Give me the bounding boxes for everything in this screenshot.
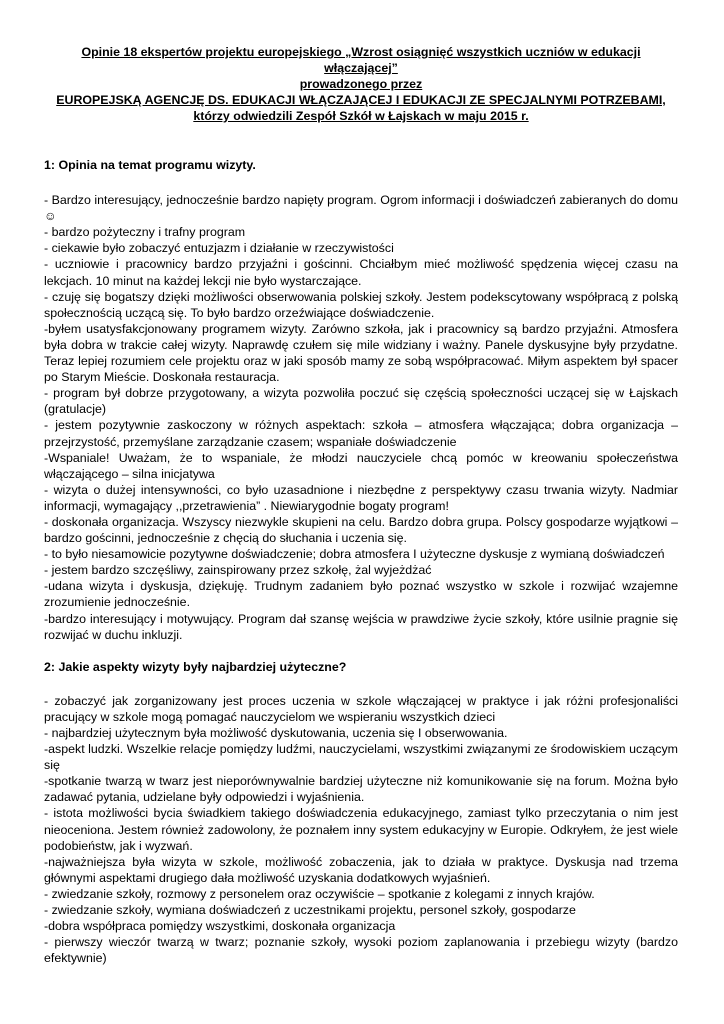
section-1-item: - wizyta o dużej intensywności, co było uzasadnione i niezbędne z perspektywy czasu trwania wizyty. Nadmiar informacji, wymagający ,,przetrawienia” . Niewiarygodnie bogaty program! (44, 482, 678, 513)
section-2-item: - istota możliwości bycia świadkiem takiego doświadczenia edukacyjnego, zamiast tylko przeczytania o nim jest nieoceniona. Jestem również zadowolony, że poznałem inny system edukacyjny w Europie. Odkryłem, że jest wiele podobieństw, jak i wyzwań. (44, 806, 678, 853)
section-1-item: - czuję się bogatszy dzięki możliwości obserwowania polskiej szkoły. Jestem podekscytowany współpracą z polską społecznością uczącą się. To było bardzo orzeźwiające doświadczenie. (44, 289, 678, 320)
section-1-item: - Bardzo interesujący, jednocześnie bardzo napięty program. Ogrom informacji i doświadczeń zabieranych do domu ☺ (44, 193, 678, 224)
section-1-item: - uczniowie i pracownicy bardzo przyjaźni i gościnni. Chciałbym mieć możliwość spędzenia więcej czasu na lekcjach. 10 minut na każdej lekcji nie było wystarczające. (44, 257, 678, 288)
section-2-item: - zwiedzanie szkoły, rozmowy z personelem oraz oczywiście – spotkanie z kolegami z innych krajów. (44, 886, 595, 901)
header-line-4: którzy odwiedzili Zespół Szkół w Łajskach w maju 2015 r. (193, 109, 529, 123)
section-2-title: 2: Jakie aspekty wizyty były najbardziej użyteczne? (44, 659, 347, 674)
header-line-1: Opinie 18 ekspertów projektu europejskiego „Wzrost osiągnięć wszystkich uczniów w edukacji włączającej” (81, 45, 641, 75)
section-2-item: -najważniejsza była wizyta w szkole, możliwość zobaczenia, jak to działa w praktyce. Dyskusja nad trzema głównymi aspektami drugiego dała możliwość uzyskania dodatkowych wyjaśnień. (44, 854, 678, 885)
header-line-3: EUROPEJSKĄ AGENCJĘ DS. EDUKACJI WŁĄCZAJĄCEJ I EDUKACJI ZE SPECJALNYMI POTRZEBAMI, (56, 93, 666, 107)
section-1-item: - ciekawie było zobaczyć entuzjazm i działanie w rzeczywistości (44, 241, 394, 256)
section-2-item: - zwiedzanie szkoły, wymiana doświadczeń z uczestnikami projektu, personel szkoły, gospodarze (44, 903, 576, 918)
section-1-item: -bardzo interesujący i motywujący. Program dał szansę wejścia w prawdziwe życie szkoły, które usilnie pragnie się rozwijać w duchu inkluzji. (44, 611, 678, 642)
section-2-list (44, 693, 678, 967)
document-header (44, 44, 678, 124)
section-1-item: - jestem pozytywnie zaskoczony w różnych aspektach: szkoła – atmosfera włączająca; dobra organizacja – przejrzystość, przemyślane zarządzanie czasem; wspaniałe doświadczenie (44, 418, 678, 449)
section-1-item: -Wspaniale! Uważam, że to wspaniale, że młodzi nauczyciele chcą pomóc w kreowaniu społeczeństwa włączającego – silna inicjatywa (44, 450, 678, 481)
header-line-2: prowadzonego przez (299, 77, 423, 91)
section-2-item: -spotkanie twarzą w twarz jest nieporównywalnie bardziej użyteczne niż komunikowanie się na forum. Można było zadawać pytania, udzielane były odpowiedzi i wyjaśnienia. (44, 774, 678, 805)
section-1-title: 1: Opinia na temat programu wizyty. (44, 158, 256, 172)
section-1-item: - jestem bardzo szczęśliwy, zainspirowany przez szkołę, żal wyjeżdżać (44, 563, 432, 578)
section-2-item: - najbardziej użytecznym była możliwość dyskutowania, uczenia się I obserwowania. (44, 726, 508, 740)
section-2-item: - pierwszy wieczór twarzą w twarz; poznanie szkoły, wysoki poziom zaplanowania i przebiegu wizyty (bardzo efektywnie) (44, 935, 678, 966)
section-1-item: -udana wizyta i dyskusja, dziękuję. Trudnym zadaniem było poznać wszystko w szkole i rozwijać wzajemne zrozumienie jednocześnie. (44, 579, 678, 610)
section-1-item: - program był dobrze przygotowany, a wizyta pozwoliła poczuć się częścią społeczności uczącej się w Łajskach (gratulacje) (44, 386, 678, 417)
section-1-item: - bardzo pożyteczny i trafny program (44, 225, 246, 240)
section-1-list (44, 192, 678, 643)
section-2-item: -dobra współpraca pomiędzy wszystkimi, doskonała organizacja (44, 919, 396, 934)
section-2-item: -aspekt ludzki. Wszelkie relacje pomiędzy ludźmi, nauczycielami, wszystkimi związanymi ze środowiskiem uczącym się (44, 742, 678, 773)
section-1-item: -byłem usatysfakcjonowany programem wizyty. Zarówno szkoła, jak i pracownicy są bardzo przyjaźni. Atmosfera była dobra w trakcie całej wizyty. Naprawdę czułem się mile widziany i ważny. Panele dyskusyjne były przydatne. Teraz lepiej rozumiem cele projektu oraz w jaki sposób mamy ze sobą współpracować. Miłym aspektem był spacer po Starym Mieście. Doskonała restauracja. (44, 321, 678, 385)
section-1-item: - to było niesamowicie pozytywne doświadczenie; dobra atmosfera I użyteczne dyskusje z wymianą doświadczeń (44, 547, 665, 562)
section-1-item: - doskonała organizacja. Wszyscy niezwykle skupieni na celu. Bardzo dobra grupa. Polscy gospodarze wyjątkowi – bardzo gościnni, jednocześnie z chęcią do słuchania i uczenia się. (44, 514, 678, 546)
section-2-item: - zobaczyć jak zorganizowany jest proces uczenia w szkole włączającej w praktyce i jak różni profesjonaliści pracujący w szkole mogą pomagać nauczycielom we wspieraniu wszystkich dzieci (44, 693, 678, 724)
